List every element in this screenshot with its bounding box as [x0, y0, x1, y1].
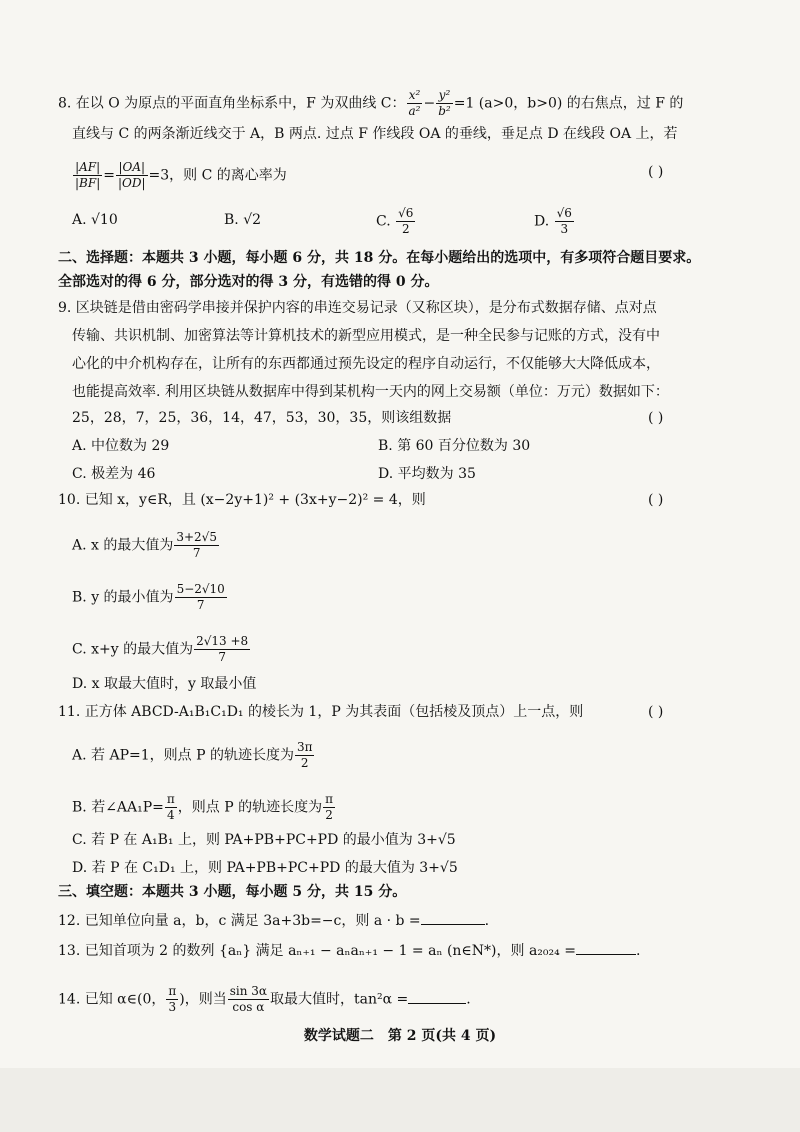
q9-answer-paren: ( )	[648, 410, 664, 426]
q8-answer-paren: ( )	[648, 164, 664, 180]
q8-option-c	[376, 206, 416, 237]
q11-option-c: C. 若 P 在 A₁B₁ 上，则 PA+PB+PC+PD 的最小值为 3+√5	[72, 832, 456, 848]
q9-line2: 传输、共识机制、加密算法等计算机技术的新型应用模式，是一种全民参与记账的方式，没有中	[72, 328, 660, 344]
q12-text: 12. 已知单位向量 a，b，c 满足 3a+3b=−c，则 a · b =	[58, 913, 421, 929]
q11-option-b-frac1	[165, 792, 177, 823]
num: 2√13 +8	[196, 634, 249, 648]
q14-text1: 14. 已知 α∈	[58, 991, 137, 1008]
ratio-oa-od	[116, 160, 148, 191]
q14-line	[58, 984, 471, 1015]
q9-option-c: C. 极差为 46	[72, 466, 156, 482]
q8-line3	[72, 160, 287, 191]
num: 5−2√10	[176, 582, 225, 596]
q14-answer-blank[interactable]	[408, 989, 466, 1004]
q8-option-d-label: D.	[534, 213, 550, 230]
den: cos α	[232, 1000, 265, 1014]
den: 2	[300, 756, 309, 770]
scan-margin	[0, 1068, 800, 1132]
q13-text: 13. 已知首项为 2 的数列 {aₙ} 满足 aₙ₊₁ − aₙaₙ₊₁ − 1 = aₙ (n∈N*)，则 a₂₀₂₄ =	[58, 943, 576, 959]
page-footer: 数学试题二 第 2 页(共 4 页)	[303, 1028, 497, 1044]
q11-option-a-frac	[295, 740, 315, 771]
minus: −	[423, 95, 436, 112]
q8-option-c-frac	[396, 206, 415, 237]
q10-answer-paren: ( )	[648, 492, 664, 508]
den: 3	[168, 1000, 177, 1014]
q10-option-c-text: C. x+y 的最大值为	[72, 641, 194, 658]
q8-line2: 直线与 C 的两条渐近线交于 A，B 两点. 过点 F 作线段 OA 的垂线，垂足点 D 在线段 OA 上，若	[72, 126, 678, 142]
q11-option-a	[72, 740, 315, 771]
q10-option-b-text: B. y 的最小值为	[72, 589, 174, 606]
q11-option-b-frac2	[323, 792, 335, 823]
q10-option-c-frac	[194, 634, 250, 665]
q14-text3: 取最大值时，tan²α =	[270, 991, 409, 1008]
ratio-af-bf	[73, 160, 102, 191]
section2-heading-line1: 二、选择题：本题共 3 小题，每小题 6 分，共 18 分。在每小题给出的选项中，有多项符合题目要求。	[58, 250, 701, 266]
eq-sign: =	[103, 167, 115, 184]
ratio-bf: |BF|	[75, 176, 101, 190]
den: 4	[167, 808, 175, 822]
section2-heading-line2: 全部选对的得 6 分，部分选对的得 3 分，有选错的得 0 分。	[58, 274, 439, 290]
q8-option-c-label: C.	[376, 213, 391, 230]
num: √6	[398, 206, 414, 220]
num: √6	[556, 206, 572, 220]
y-num: y²	[436, 88, 453, 104]
q11-option-b-text1: B. 若∠AA₁P=	[72, 799, 164, 816]
q8-line3-tail: =3，则 C 的离心率为	[148, 167, 287, 184]
q14-interval-close: )	[179, 991, 185, 1008]
q11-option-d: D. 若 P 在 C₁D₁ 上，则 PA+PB+PC+PD 的最大值为 3+√5	[72, 860, 458, 876]
hyperbola-y-term	[436, 88, 453, 119]
q9-option-b: B. 第 60 百分位数为 30	[378, 438, 531, 454]
num: 3+2√5	[176, 530, 217, 544]
q11-line1: 11. 正方体 ABCD-A₁B₁C₁D₁ 的棱长为 1，P 为其表面（包括棱及顶点）上一点，则	[58, 704, 584, 720]
den: 3	[560, 222, 569, 236]
q11-option-a-text: A. 若 AP=1，则点 P 的轨迹长度为	[72, 747, 294, 764]
q14-text2: ，则当	[184, 991, 227, 1008]
ratio-od: |OD|	[117, 176, 146, 190]
den: 7	[196, 598, 205, 612]
q8-line1	[58, 88, 683, 119]
q9-line5: 25，28，7，25，36，14，47，53，30，35，则该组数据	[72, 410, 452, 426]
q14-interval-open: (0，	[136, 991, 166, 1008]
q9-option-d: D. 平均数为 35	[378, 466, 476, 482]
q11-answer-paren: ( )	[648, 704, 664, 720]
q10-option-b-frac	[175, 582, 227, 613]
num: sin 3α	[229, 984, 267, 998]
hyperbola-x-term	[407, 88, 423, 119]
den: 2	[401, 222, 410, 236]
num: π	[166, 792, 175, 806]
section3-heading: 三、填空题：本题共 3 小题，每小题 5 分，共 15 分。	[58, 884, 407, 900]
q13-line	[58, 940, 640, 961]
q13-answer-blank[interactable]	[576, 940, 636, 955]
q12-line	[58, 910, 489, 931]
q11-option-b-text2: ，则点 P 的轨迹长度为	[177, 799, 323, 816]
den: 7	[218, 650, 226, 664]
ratio-oa: |OA|	[116, 160, 148, 176]
q10-option-b	[72, 582, 228, 613]
q14-tail: .	[466, 991, 471, 1008]
ratio-af: |AF|	[73, 160, 102, 176]
q8-option-d	[534, 206, 575, 237]
q9-line4: 也能提高效率. 利用区块链从数据库中得到某机构一天内的网上交易额（单位：万元）数据如下：	[72, 384, 669, 400]
q10-option-d: D. x 取最大值时，y 取最小值	[72, 676, 257, 692]
q14-interval-frac	[166, 984, 178, 1015]
q8-line1-text: 8. 在以 O 为原点的平面直角坐标系中，F 为双曲线 C：	[58, 95, 406, 112]
x-den: a²	[408, 104, 421, 118]
q9-line3: 心化的中介机构存在，让所有的东西都通过预先设定的程序自动运行，不仅能够大大降低成本，	[72, 356, 660, 372]
num: π	[325, 792, 334, 806]
num: 3π	[296, 740, 313, 754]
q12-tail: .	[484, 913, 490, 929]
x-num: x²	[407, 88, 423, 104]
y-den: b²	[438, 104, 451, 118]
q9-line1: 9. 区块链是借由密码学串接并保护内容的串连交易记录（又称区块），是分布式数据存储、点对点	[58, 300, 657, 316]
den: 2	[325, 808, 333, 822]
q11-option-b	[72, 792, 336, 823]
den: 7	[192, 546, 201, 560]
q12-answer-blank[interactable]	[421, 910, 485, 925]
q10-option-a	[72, 530, 220, 561]
q10-option-c	[72, 634, 251, 665]
q9-option-a: A. 中位数为 29	[72, 438, 170, 454]
q8-option-b: B. √2	[224, 212, 262, 228]
q10-line1: 10. 已知 x，y∈R，且 (x−2y+1)² + (3x+y−2)² = 4，则	[58, 492, 426, 508]
q10-option-a-frac	[174, 530, 219, 561]
q8-option-a: A. √10	[72, 212, 118, 228]
q14-function-frac	[228, 984, 269, 1015]
q8-option-d-frac	[555, 206, 574, 237]
q13-tail: .	[635, 943, 641, 959]
num: π	[168, 984, 177, 998]
q8-line1-tail: =1 (a>0，b>0) 的右焦点，过 F 的	[453, 95, 684, 112]
q10-option-a-text: A. x 的最大值为	[72, 537, 174, 554]
